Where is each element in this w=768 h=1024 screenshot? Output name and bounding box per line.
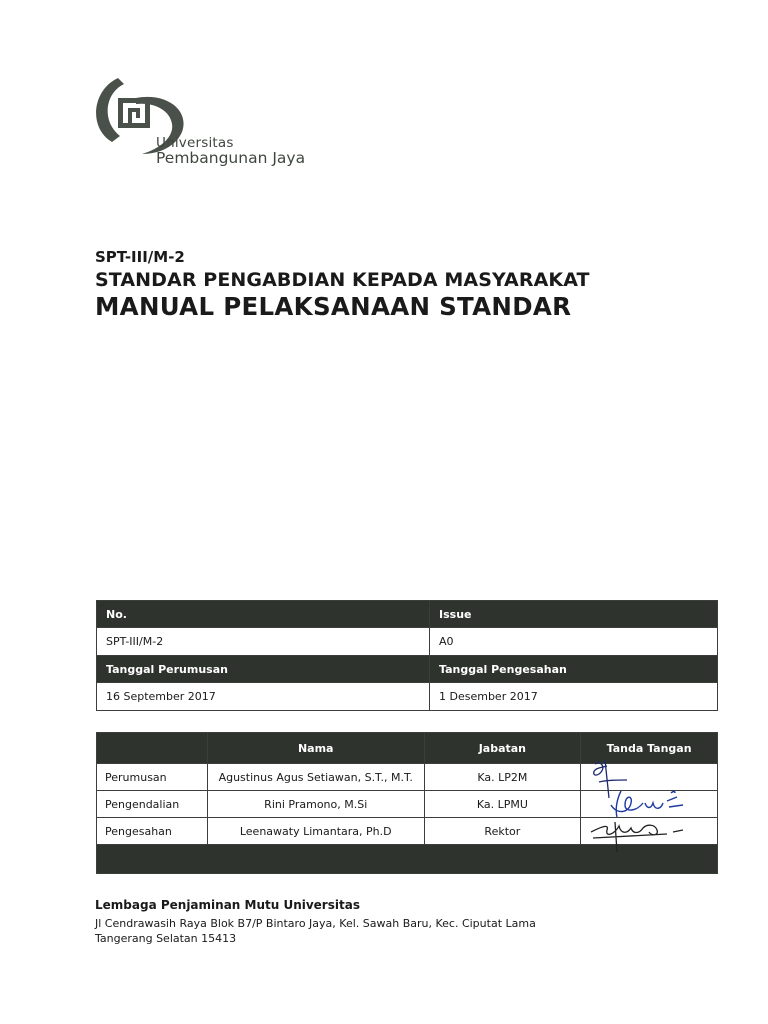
info-label-number: No.	[97, 601, 430, 628]
approval-position: Ka. LPMU	[424, 791, 581, 818]
info-value-approval-date: 1 Desember 2017	[430, 683, 718, 711]
institution-name: Lembaga Penjaminan Mutu Universitas	[95, 898, 360, 912]
document-title: MANUAL PELAKSANAAN STANDAR	[95, 292, 572, 321]
document-subtitle: STANDAR PENGABDIAN KEPADA MASYARAKAT	[95, 269, 590, 291]
approval-name: Agustinus Agus Setiawan, S.T., M.T.	[207, 764, 424, 791]
logo-wordmark	[156, 136, 305, 166]
approval-name: Leenawaty Limantara, Ph.D	[207, 818, 424, 845]
institution-address-line-1: Jl Cendrawasih Raya Blok B7/P Bintaro Jaya, Kel. Sawah Baru, Kec. Ciputat Lama	[95, 917, 536, 930]
document-info-table	[96, 600, 718, 711]
approval-header-position: Jabatan	[424, 733, 581, 764]
approval-name: Rini Pramono, M.Si	[207, 791, 424, 818]
info-header-row	[97, 656, 718, 683]
info-value-number: SPT-III/M-2	[97, 628, 430, 656]
approval-role: Pengesahan	[97, 818, 208, 845]
info-label-formulation-date: Tanggal Perumusan	[97, 656, 430, 683]
approval-table	[96, 732, 718, 874]
document-code: SPT-III/M-2	[95, 248, 185, 266]
institution-address-line-2: Tangerang Selatan 15413	[95, 932, 237, 945]
info-value-issue: A0	[430, 628, 718, 656]
info-value-formulation-date: 16 September 2017	[97, 683, 430, 711]
approval-position: Rektor	[424, 818, 581, 845]
approval-header-name: Nama	[207, 733, 424, 764]
info-value-row	[97, 628, 718, 656]
approval-role: Perumusan	[97, 764, 208, 791]
approval-role: Pengendalian	[97, 791, 208, 818]
approval-position: Ka. LP2M	[424, 764, 581, 791]
logo-line-2: Pembangunan Jaya	[156, 149, 306, 168]
info-value-row	[97, 683, 718, 711]
approval-header-signature: Tanda Tangan	[581, 733, 718, 764]
table-row	[97, 818, 718, 845]
university-logo	[90, 70, 320, 170]
approval-header-role	[97, 733, 208, 764]
signature-3-icon	[587, 812, 697, 856]
signature-cell	[581, 818, 718, 845]
info-label-approval-date: Tanggal Pengesahan	[430, 656, 718, 683]
logo-line-1: Universitas	[156, 135, 234, 151]
info-header-row	[97, 601, 718, 628]
info-label-issue: Issue	[430, 601, 718, 628]
